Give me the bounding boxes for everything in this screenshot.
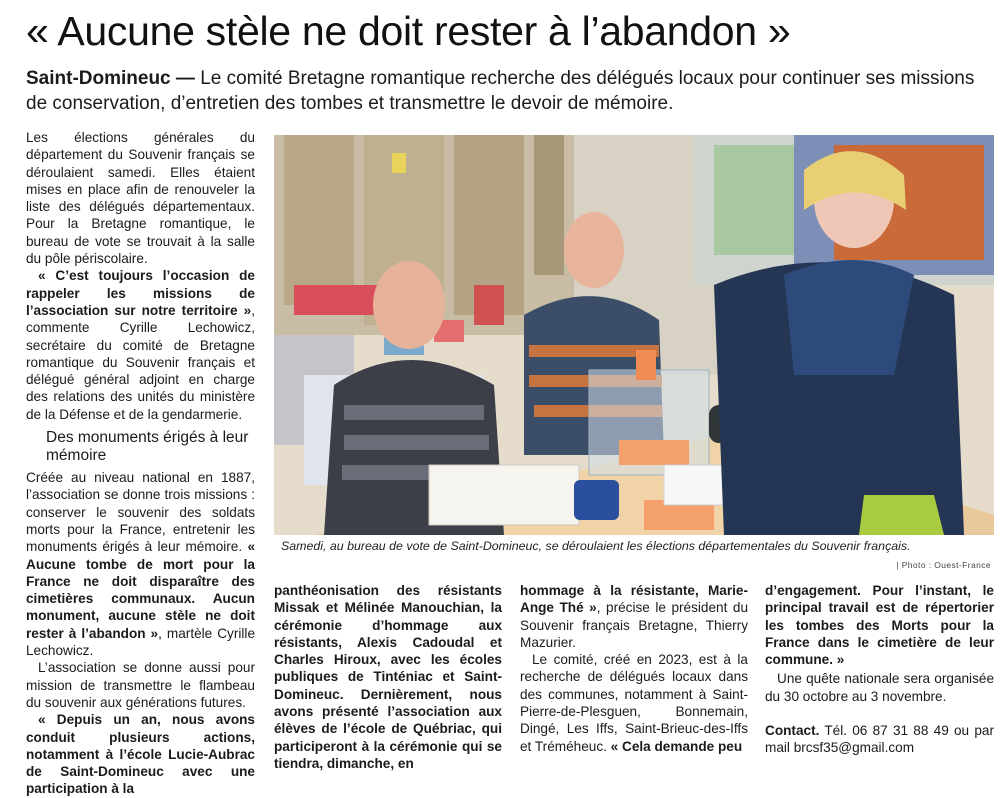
photo-credit: | Photo : Ouest-France	[896, 560, 991, 570]
paragraph	[520, 651, 748, 755]
lead-place: Saint-Domineuc —	[26, 68, 201, 89]
paragraph	[520, 582, 748, 651]
paragraph-text: Le comité, créé en 2023, est à la recherche de délégués locaux dans des communes, notamment à Saint-Pierre-de-Plesguen, Bonnemain, Dingé, Les Iffs, Saint-Brieuc-des-Iffs et Tréméheuc.	[520, 652, 748, 754]
paragraph: Les élections générales du département du Souvenir français se déroulaient samedi. Elles étaient mises en place afin de renouveler la liste des délégués départementaux. Pour la Bretagne romantique, le bureau de vote se trouvait à la salle du pôle périscolaire.	[26, 130, 255, 267]
photo-caption: Samedi, au bureau de vote de Saint-Domineuc, se déroulaient les élections départementales du Souvenir français.	[281, 539, 911, 553]
article-column-3	[520, 582, 748, 755]
paragraph	[274, 582, 502, 772]
paragraph-text: , précise le président du Souvenir français Bretagne, Thierry Mazurier.	[520, 600, 748, 650]
paragraph-text: Créée au niveau national en 1887, l’association se donne trois missions : conserver le souvenir des soldats morts pour la France, entretenir les monuments érigés à leur mémoire.	[26, 470, 255, 555]
quote: « Cela demande peu	[610, 738, 743, 754]
paragraph	[26, 469, 255, 659]
lead-text: Le comité Bretagne romantique recherche des délégués locaux pour continuer ses missions de conservation, d’entretien des tombes et transmettre le devoir de mémoire.	[26, 68, 975, 114]
article-lead	[26, 66, 986, 116]
quote: d’engagement. Pour l’instant, le principal travail est de répertorier les tombes des Morts pour la France dans le cimetière de leur commune. »	[765, 583, 994, 668]
paragraph	[765, 582, 994, 668]
article-subheading: Des monuments érigés à leur mémoire	[46, 429, 249, 465]
article-column-1	[26, 129, 255, 798]
quote: hommage à la résistante, Marie-Ange Thé »	[520, 583, 748, 616]
contact-paragraph	[765, 722, 994, 757]
quote: « Aucune tombe de mort pour la France ne doit disparaître des cimetières communaux. Aucun monument, aucune stèle ne doit rester à l’abandon »	[26, 539, 255, 641]
photo-illustration	[274, 135, 994, 535]
paragraph: L’association se donne aussi pour mission de transmettre le flambeau du souvenir aux générations futures.	[26, 660, 255, 710]
article-headline: « Aucune stèle ne doit rester à l’abandon »	[26, 8, 791, 54]
paragraph: Une quête nationale sera organisée du 30 octobre au 3 novembre.	[765, 671, 994, 704]
contact-label: Contact.	[765, 723, 820, 739]
article-photo	[274, 135, 994, 535]
paragraph	[26, 711, 255, 797]
article-column-4	[765, 582, 994, 757]
paragraph	[26, 267, 255, 423]
quote: « Depuis un an, nous avons conduit plusieurs actions, notamment à l’école Lucie-Aubrac de Saint-Domineuc avec une participation à la	[26, 712, 255, 797]
paragraph-text: , commente Cyrille Lechowicz, secrétaire du comité de Bretagne romantique du Souvenir français et délégué général adjoint en charge des relations des unités du ministère de la Défense et de la gendarmerie.	[26, 302, 255, 422]
paragraph-text: , martèle Cyrille Lechowicz.	[26, 625, 256, 659]
article-column-2	[274, 582, 502, 772]
contact-details: Tél. 06 87 31 88 49 ou par mail brcsf35@gmail.com	[765, 723, 994, 756]
quote: panthéonisation des résistants Missak et Mélinée Manouchian, la cérémonie d’hommage aux résistants, Alexis Cadoudal et Charles Hiroux, avec les écoles publiques de Tinténiac et Saint-Domineuc. Dernièrement, nous avons présenté l’association aux élèves de l’école de Québriac, qui participeront à la cérémonie qui se tiendra, dimanche, en	[274, 583, 502, 771]
quote: « C’est toujours l’occasion de rappeler les missions de l’association sur notre territoire »	[26, 268, 255, 318]
